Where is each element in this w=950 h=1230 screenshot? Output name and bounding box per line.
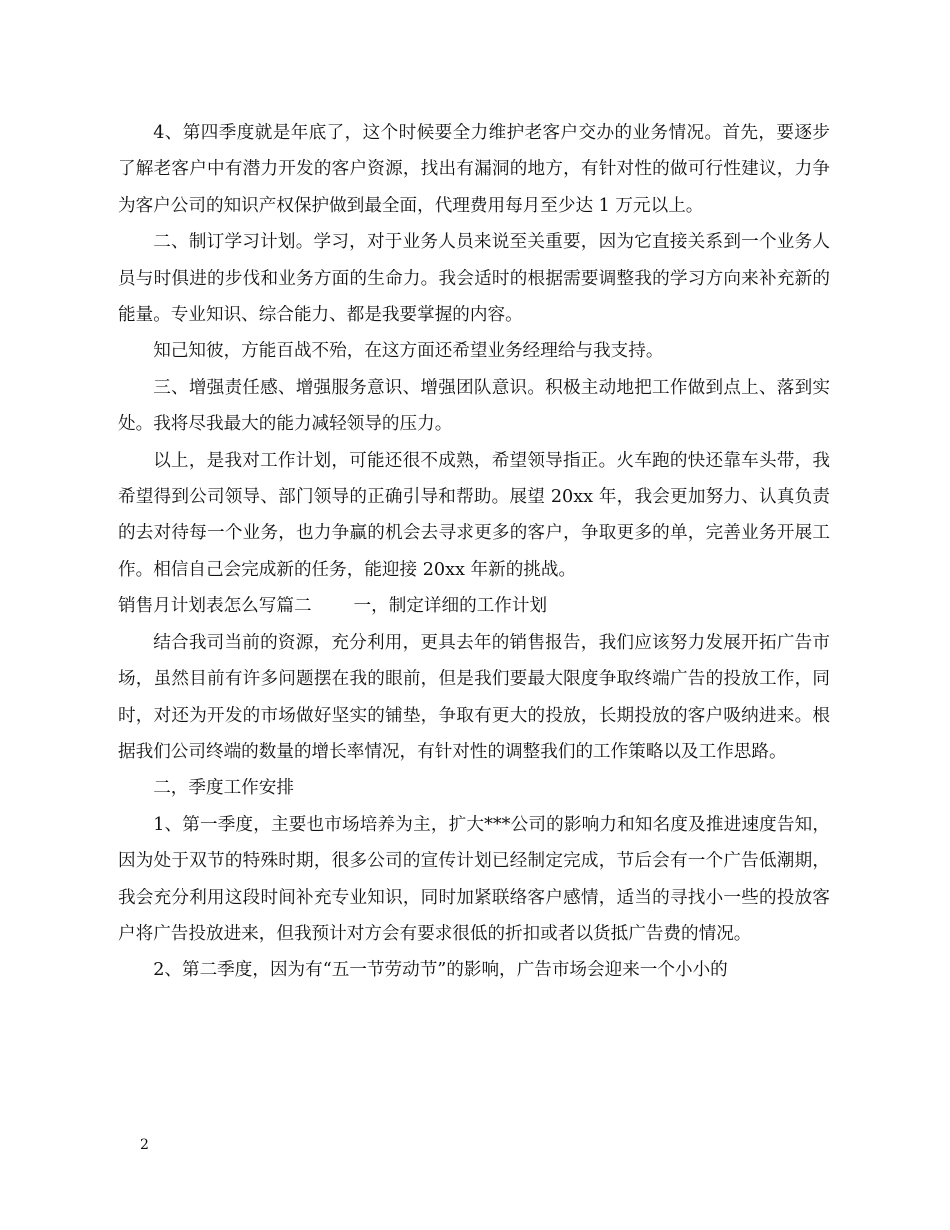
section-subtitle: 一，制定详细的工作计划 <box>353 596 548 617</box>
section-heading <box>118 588 830 624</box>
paragraph-know-yourself: 知己知彼，方能百战不殆，在这方面还希望业务经理给与我支持。 <box>153 341 664 362</box>
paragraph-resources: 结合我司当前的资源，充分利用，更具去年的销售报告，我们应该努力发展开拓广告市场，虽然目前有许多问题摆在我的眼前，但是我们要最大限度争取终端广告的投放工作，同时，对还为开发的市场做好坚实的铺垫，争取有更大的投放，长期投放的客户吸纳进来。根据我们公司终端的数量的增长率情况，有针对性的调整我们的工作策略以及工作思路。 <box>118 632 830 762</box>
paragraph-q4-plan: 4、第四季度就是年底了，这个时候要全力维护老客户交办的业务情况。首先，要逐步了解老客户中有潜力开发的客户资源，找出有漏洞的地方，有针对性的做可行性建议，力争为客户公司的知识产权保护做到最全面，代理费用每月至少达 1 万元以上。 <box>118 123 830 216</box>
document-body <box>118 115 830 989</box>
paragraph-q2: 2、第二季度，因为有“五一节劳动节”的影响，广告市场会迎来一个小小的 <box>153 960 728 981</box>
paragraph-conclusion: 以上，是我对工作计划，可能还很不成熟，希望领导指正。火车跑的快还靠车头带，我希望得到公司领导、部门领导的正确引导和帮助。展望 20xx 年，我会更加努力、认真负责的去对待每一个业务，也力争赢的机会去寻求更多的客户，争取更多的单，完善业务开展工作。相信自己会完成新的任务，能迎接 20xx 年新的挑战。 <box>118 450 830 580</box>
paragraph-q1: 1、第一季度，主要也市场培养为主，扩大***公司的影响力和知名度及推进速度告知，因为处于双节的特殊时期，很多公司的宣传计划已经制定完成，节后会有一个广告低潮期，我会充分利用这段时间补充专业知识，同时加紧联络客户感情，适当的寻找小一些的投放客户将广告投放进来，但我预计对方会有要求很低的折扣或者以货抵广告费的情况。 <box>118 814 830 944</box>
paragraph-study-plan: 二、制订学习计划。学习，对于业务人员来说至关重要，因为它直接关系到一个业务人员与时俱进的步伐和业务方面的生命力。我会适时的根据需要调整我的学习方向来补充新的能量。专业知识、综合能力、都是我要掌握的内容。 <box>118 232 830 326</box>
paragraph-quarterly-heading: 二，季度工作安排 <box>153 778 294 799</box>
page-number: 2 <box>140 1137 149 1153</box>
section-title: 销售月计划表怎么写篇二 <box>118 596 312 617</box>
paragraph-responsibility: 三、增强责任感、增强服务意识、增强团队意识。积极主动地把工作做到点上、落到实处。我将尽我最大的能力减轻领导的压力。 <box>118 377 830 435</box>
